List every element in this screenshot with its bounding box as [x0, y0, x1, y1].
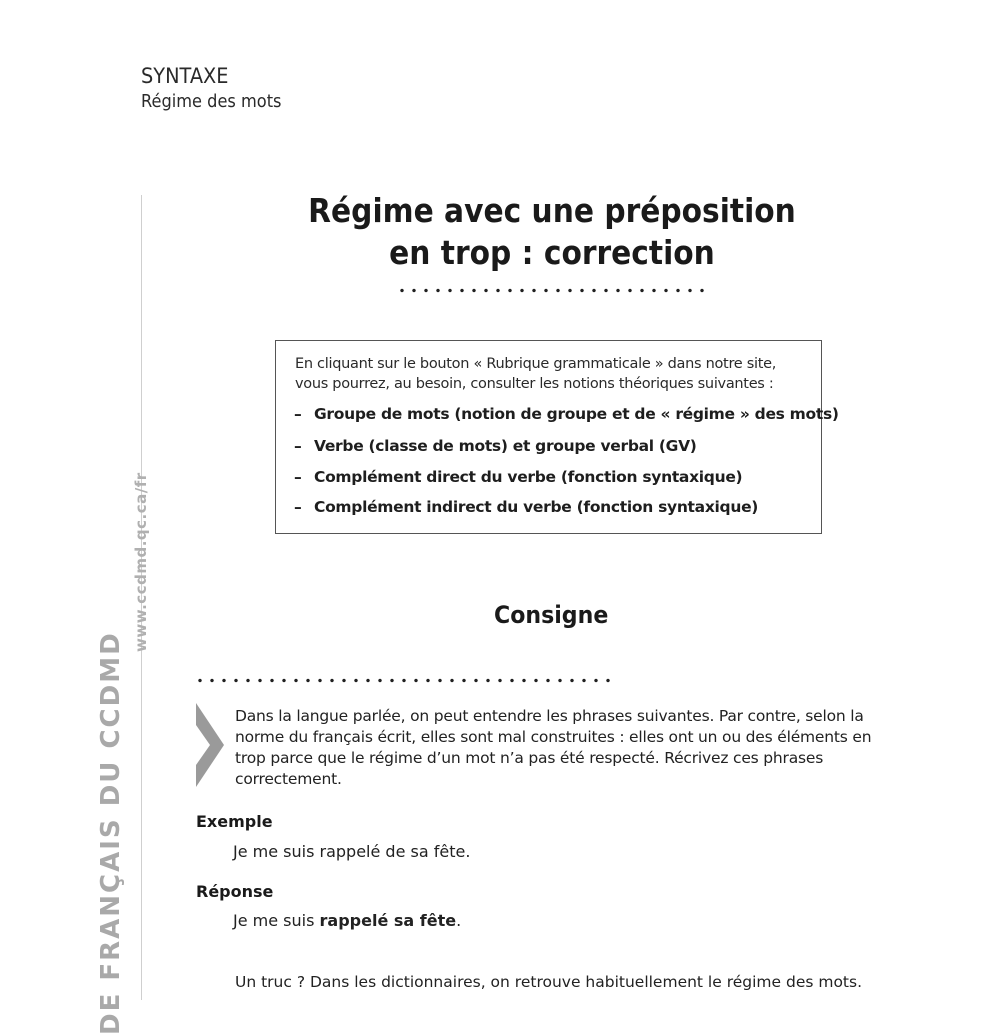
theory-intro	[295, 354, 815, 394]
title-dotted-rule	[396, 288, 706, 293]
theory-item-text: Groupe de mots (notion de groupe et de « régime » des mots)	[314, 405, 839, 423]
dash-bullet: –	[294, 437, 302, 455]
theory-item	[294, 405, 839, 423]
document-header	[141, 62, 297, 114]
answer-suffix: .	[456, 911, 462, 930]
dash-bullet: –	[294, 468, 302, 486]
example-sentence: Je me suis rappelé de sa fête.	[233, 842, 471, 861]
theory-item-text: Complément indirect du verbe (fonction syntaxique)	[314, 498, 759, 516]
theory-item	[294, 498, 758, 516]
side-brand: DE FRANÇAIS DU CCDMD	[96, 631, 126, 1035]
answer-sentence	[233, 911, 461, 930]
title-line-1: Régime avec une préposition	[308, 191, 796, 230]
theory-intro-line-1: En cliquant sur le bouton « Rubrique grammaticale » dans notre site,	[295, 356, 777, 372]
arrow-icon-cutout	[196, 725, 210, 765]
answer-bold: rappelé sa fête	[319, 911, 457, 930]
theory-item	[294, 437, 697, 455]
consigne-heading: Consigne	[494, 601, 609, 629]
dash-bullet: –	[294, 498, 302, 516]
section-subtitle: Régime des mots	[141, 91, 282, 112]
tip-text: Un truc ? Dans les dictionnaires, on retrouve habituellement le régime des mots.	[235, 973, 863, 991]
section-title: SYNTAXE	[141, 64, 229, 88]
theory-item-text: Complément direct du verbe (fonction syntaxique)	[314, 468, 743, 486]
theory-intro-line-2: vous pourrez, au besoin, consulter les notions théoriques suivantes :	[295, 376, 774, 392]
title-line-2: en trop : correction	[389, 233, 715, 272]
answer-prefix: Je me suis	[233, 911, 320, 930]
theory-item-text: Verbe (classe de mots) et groupe verbal (GV)	[314, 437, 697, 455]
page-title	[262, 190, 842, 274]
theory-item	[294, 468, 742, 486]
consigne-dotted-rule	[194, 678, 610, 683]
dash-bullet: –	[294, 405, 302, 423]
theory-box	[275, 340, 839, 534]
answer-label: Réponse	[196, 882, 274, 901]
example-label: Exemple	[196, 812, 273, 831]
instruction-text: Dans la langue parlée, on peut entendre les phrases suivantes. Par contre, selon la norme du français écrit, elles sont mal construites : elles ont un ou des éléments en trop parce que le régime d’un mot n’a pas été respecté. Récrivez ces phrases correctement.	[235, 707, 872, 788]
side-url: www.ccdmd.qc.ca/fr	[132, 472, 150, 652]
